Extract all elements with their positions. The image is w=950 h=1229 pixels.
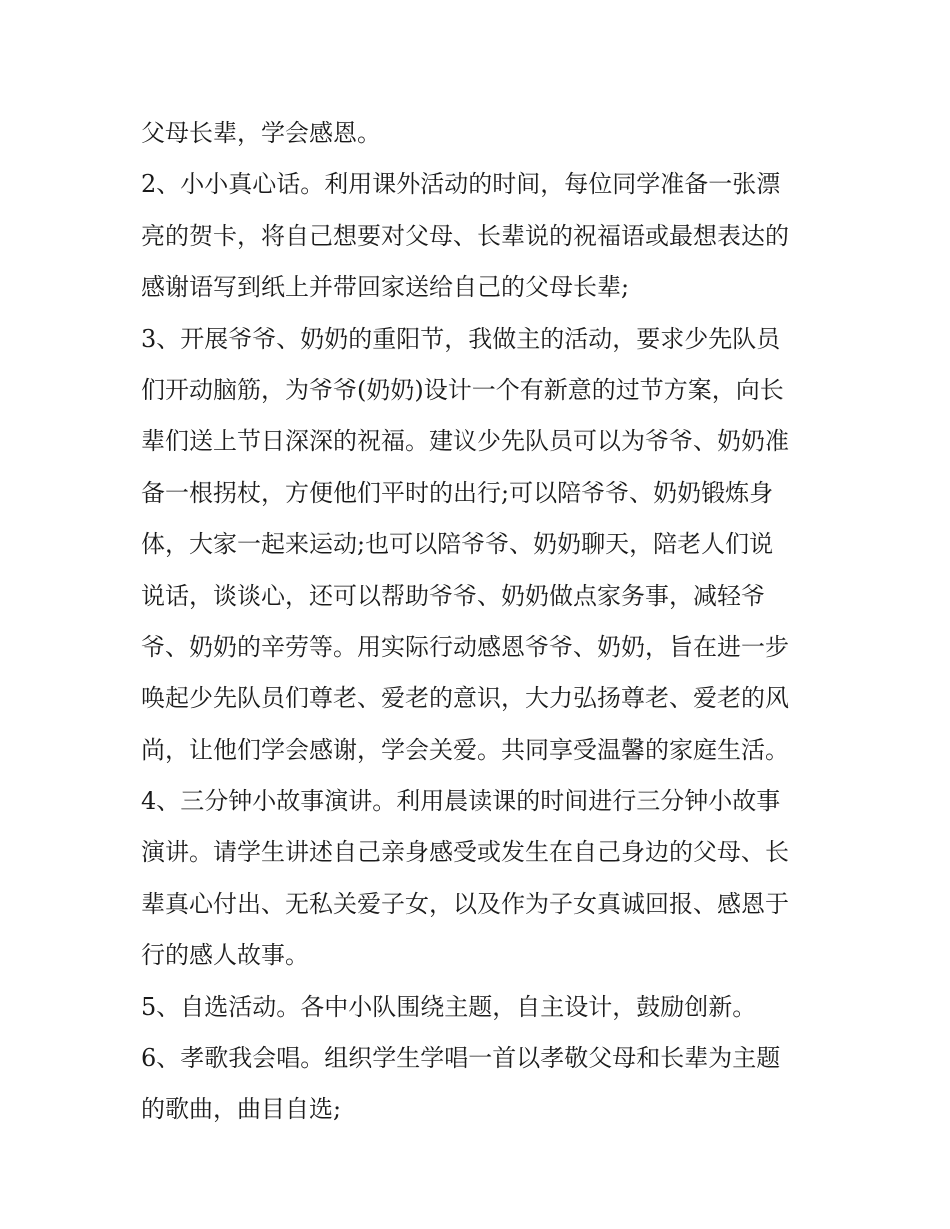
text-line: 的歌曲，曲目自选; bbox=[141, 1095, 342, 1124]
text-line: 备一根拐杖，方便他们平时的出行;可以陪爷爷、奶奶锻炼身 bbox=[141, 478, 774, 507]
text-line: 行的感人故事。 bbox=[141, 941, 309, 970]
text-line: 说话，谈谈心，还可以帮助爷爷、奶奶做点家务事，减轻爷 bbox=[141, 581, 765, 610]
text-line: 感谢语写到纸上并带回家送给自己的父母长辈; bbox=[141, 273, 630, 302]
text-line: 辈们送上节日深深的祝福。建议少先队员可以为爷爷、奶奶准 bbox=[141, 427, 789, 456]
text-line: 4、三分钟小故事演讲。利用晨读课的时间进行三分钟小故事 bbox=[141, 787, 781, 816]
text-line: 尚，让他们学会感谢，学会关爱。共同享受温馨的家庭生活。 bbox=[141, 735, 789, 764]
document-body bbox=[141, 108, 821, 1136]
text-line: 们开动脑筋，为爷爷(奶奶)设计一个有新意的过节方案，向长 bbox=[141, 375, 784, 404]
text-line: 亮的贺卡，将自己想要对父母、长辈说的祝福语或最想表达的 bbox=[141, 221, 789, 250]
text-line: 父母长辈，学会感恩。 bbox=[141, 119, 381, 147]
text-line: 辈真心付出、无私关爱子女，以及作为子女真诚回报、感恩于 bbox=[141, 889, 789, 918]
text-line: 体，大家一起来运动;也可以陪爷爷、奶奶聊天，陪老人们说 bbox=[141, 530, 774, 559]
text-line: 演讲。请学生讲述自己亲身感受或发生在自己身边的父母、长 bbox=[141, 838, 789, 867]
text-line: 5、自选活动。各中小队围绕主题，自主设计，鼓励创新。 bbox=[141, 992, 757, 1021]
text-line: 6、孝歌我会唱。组织学生学唱一首以孝敬父母和长辈为主题 bbox=[141, 1044, 781, 1073]
text-line: 爷、奶奶的辛劳等。用实际行动感恩爷爷、奶奶，旨在进一步 bbox=[141, 632, 789, 661]
text-line: 唤起少先队员们尊老、爱老的意识，大力弘扬尊老、爱老的风 bbox=[141, 684, 789, 713]
text-line: 3、开展爷爷、奶奶的重阳节，我做主的活动，要求少先队员 bbox=[141, 324, 781, 353]
text-line: 2、小小真心话。利用课外活动的时间，每位同学准备一张漂 bbox=[141, 170, 781, 199]
